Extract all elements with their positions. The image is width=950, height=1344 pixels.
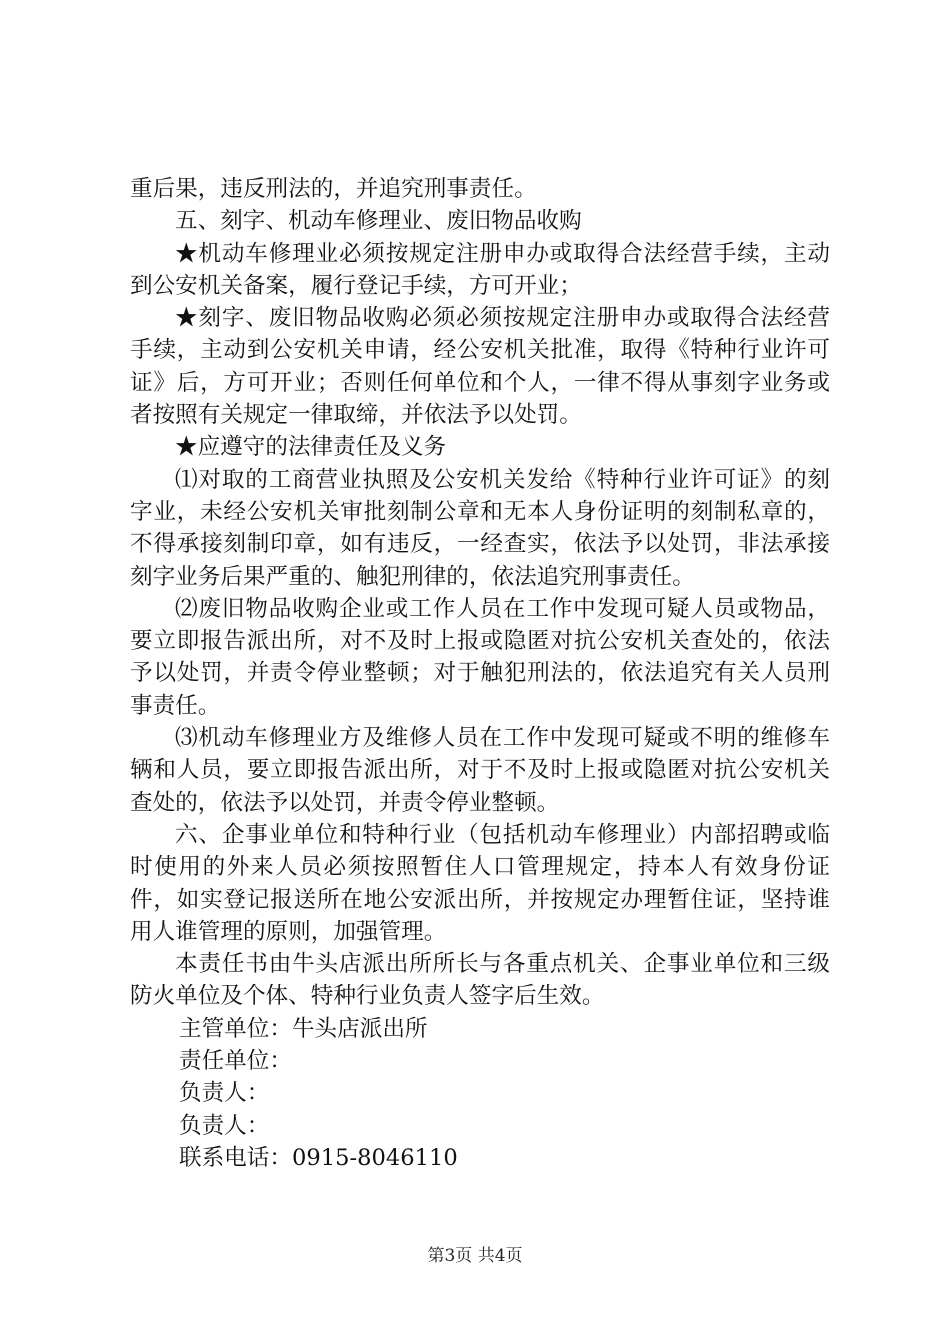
paragraph-vehicle-repair: ★机动车修理业必须按规定注册申办或取得合法经营手续，主动到公安机关备案，履行登记手续，方可开业； xyxy=(130,240,830,299)
signature-label: 联系电话： xyxy=(179,1144,292,1171)
paragraph-item-1: ⑴对取的工商营业执照及公安机关发给《特种行业许可证》的刻字业，未经公安机关审批刻制公章和无本人身份证明的刻制私章的，不得承接刻制印章，如有违反，一经查实，依法予以处罚，非法承接刻字业务后果严重的、触犯刑律的，依法追究刑事责任。 xyxy=(130,466,830,590)
signature-label: 责任单位： xyxy=(179,1048,292,1075)
signature-line-person-1 xyxy=(130,1077,830,1109)
paragraph-item-3: ⑶机动车修理业方及维修人员在工作中发现可疑或不明的维修车辆和人员，要立即报告派出所，对于不及时上报或隐匿对抗公安机关查处的，依法予以处罚，并责令停业整顿。 xyxy=(130,725,830,816)
page-footer: 第3页 共4页 xyxy=(427,1246,523,1266)
signature-line-phone xyxy=(130,1142,830,1174)
signature-line-unit xyxy=(130,1045,830,1077)
section-six-paragraph: 六、企事业单位和特种行业（包括机动车修理业）内部招聘或临时使用的外来人员必须按照暂住人口管理规定，持本人有效身份证件，如实登记报送所在地公安派出所，并按规定办理暂住证，坚持谁用人谁管理的原则，加强管理。 xyxy=(130,821,830,945)
signature-label: 负责人： xyxy=(179,1112,270,1139)
section-heading-five: 五、刻字、机动车修理业、废旧物品收购 xyxy=(175,208,582,235)
signature-value: 牛头店派出所 xyxy=(291,1015,428,1042)
paragraph-item-2: ⑵废旧物品收购企业或工作人员在工作中发现可疑人员或物品，要立即报告派出所，对不及时上报或隐匿对抗公安机关查处的，依法予以处罚，并责令停业整顿；对于触犯刑法的，依法追究有关人员刑事责任。 xyxy=(130,595,830,719)
signature-label: 主管单位： xyxy=(179,1015,292,1042)
signature-line-person-2 xyxy=(130,1110,830,1142)
paragraph-obligations-heading: ★应遵守的法律责任及义务 xyxy=(175,434,447,461)
document-body xyxy=(130,173,830,1174)
signature-label: 负责人： xyxy=(179,1080,270,1107)
paragraph-effective-clause: 本责任书由牛头店派出所所长与各重点机关、企事业单位和三级防火单位及个体、特种行业负责人签字后生效。 xyxy=(130,951,830,1010)
paragraph-engraving-recycling: ★刻字、废旧物品收购必须必须按规定注册申办或取得合法经营手续，主动到公安机关申请，经公安机关批准，取得《特种行业许可证》后，方可开业；否则任何单位和个人，一律不得从事刻字业务或者按照有关规定一律取缔，并依法予以处罚。 xyxy=(130,305,830,429)
paragraph-continuation: 重后果，违反刑法的，并追究刑事责任。 xyxy=(130,176,537,202)
signature-line-supervisor xyxy=(130,1013,830,1045)
phone-number: 0915-8046110 xyxy=(291,1144,458,1171)
